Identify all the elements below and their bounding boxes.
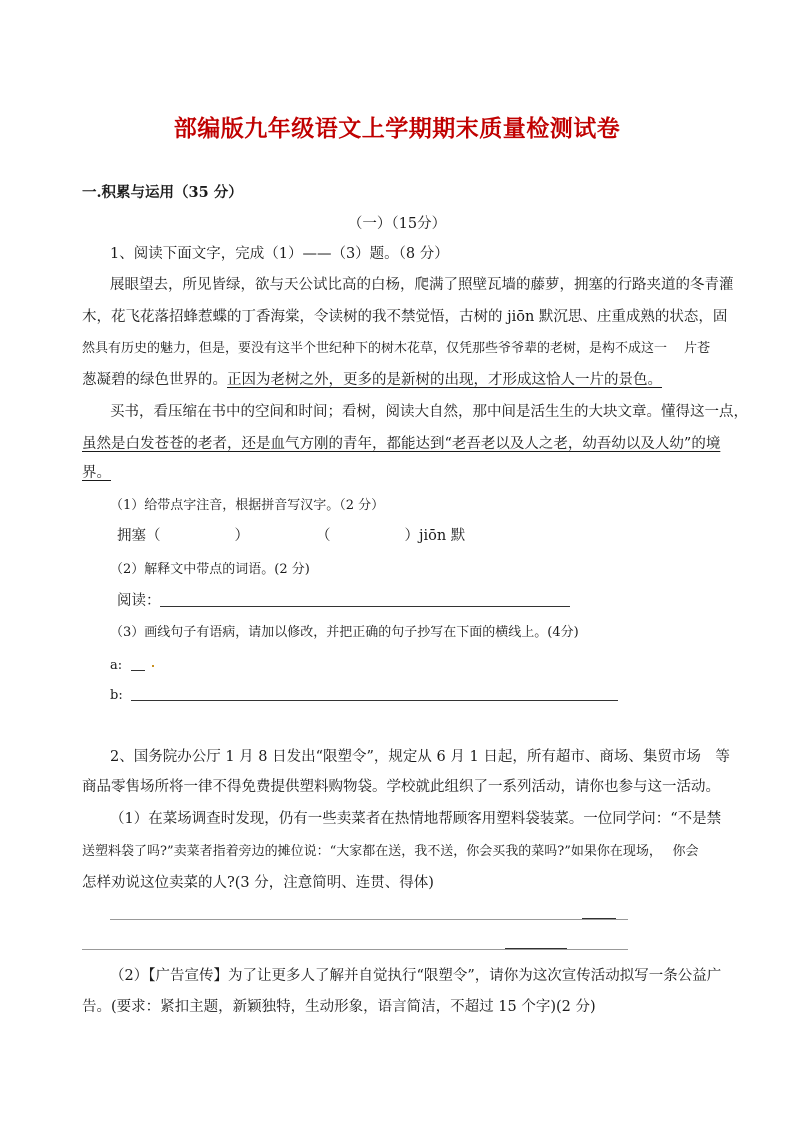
label-a: a: bbox=[110, 658, 123, 673]
answer-line-persuade-1-mark bbox=[582, 918, 616, 919]
sub-question-2: （2）解释文中带点的词语。(2 分) bbox=[110, 562, 310, 577]
passage-1-line-4 bbox=[82, 370, 712, 390]
question-2-sub-1-line-2: 送塑料袋了吗?”卖菜者指着旁边的摊位说：“大家都在送，我不送，你会买我的菜吗?”如果你在现场， 你会 bbox=[82, 844, 699, 859]
question-2-line-1: 2、国务院办公厅 1 月 8 日发出“限塑令”，规定从 6 月 1 日起，所有超市、商场、集贸市场 等 bbox=[110, 749, 730, 765]
mark-dot bbox=[152, 665, 154, 667]
paren-open-1: （ bbox=[146, 528, 161, 544]
question-2-sub-1-line-1: （1）在菜场调查时发现，仍有一些卖菜者在热情地帮顾客用塑料袋装菜。一位同学问：“不是禁 bbox=[110, 811, 722, 827]
section-one-heading: 一.积累与运用（35 分） bbox=[82, 184, 243, 201]
exam-title: 部编版九年级语文上学期期末质量检测试卷 bbox=[173, 115, 621, 142]
sub-question-1-answer-row-2 bbox=[316, 526, 794, 546]
question-2-sub-1-line-3: 怎样劝说这位卖菜的人?(3 分，注意简明、连贯、得体) bbox=[82, 875, 434, 891]
answer-line-persuade-1[interactable] bbox=[110, 919, 628, 920]
passage-1-line-4-start: 葱凝碧的绿色世界的。 bbox=[82, 372, 227, 388]
paren-open-2: （ bbox=[316, 528, 331, 544]
answer-line-persuade-2[interactable] bbox=[82, 949, 628, 950]
pinyin-jian-mo: jiōn 默 bbox=[419, 528, 466, 544]
passage-2-line-3: 界。 bbox=[82, 465, 111, 481]
sub-question-1: （1）给带点字注音，根据拼音写汉字。（2 分） bbox=[110, 498, 385, 513]
answer-line-reading[interactable] bbox=[160, 606, 570, 607]
answer-line-b[interactable] bbox=[131, 700, 618, 701]
passage-2-line-2: 虽然是白发苍苍的老者，还是血气方刚的青年，都能达到“老吾老以及人之老，幼吾幼以及人幼”的境 bbox=[82, 436, 721, 452]
paren-close-2: ） bbox=[404, 528, 419, 544]
sub-question-3: （3）画线句子有语病，请加以修改，并把正确的句子抄写在下面的横线上。(4分) bbox=[110, 625, 579, 640]
label-b: b: bbox=[110, 688, 123, 703]
question-2-line-2: 商品零售场所将一律不得免费提供塑料购物袋。学校就此组织了一系列活动，请你也参与这一活动。 bbox=[82, 779, 720, 795]
question-2-sub-2-line-1: （2）【广告宣传】为了让更多人了解并自觉执行“限塑令”，请你为这次宣传活动拟写一条公益广 bbox=[110, 968, 722, 984]
word-yongse: 拥塞 bbox=[117, 528, 146, 544]
part-one-heading: （一）（15分） bbox=[347, 216, 447, 232]
question-1-stem: 1、阅读下面文字，完成（1）——（3）题。（8 分） bbox=[110, 246, 449, 262]
paren-close-1: ） bbox=[234, 528, 249, 544]
answer-line-a[interactable] bbox=[131, 670, 145, 671]
question-2-sub-2-line-2: 告。(要求：紧扣主题，新颖独特，生动形象，语言简洁，不超过 15 个字)(2 分) bbox=[82, 999, 596, 1015]
passage-1-line-1: 展眼望去，所见皆绿，欲与天公试比高的白杨，爬满了照壁瓦墙的藤萝，拥塞的行路夹道的冬青灌 bbox=[110, 277, 734, 293]
sub-question-2-label: 阅读： bbox=[117, 593, 161, 609]
passage-1-line-3: 然具有历史的魅力，但是，要没有这半个世纪种下的树木花草，仅凭那些爷爷辈的老树，是构不成这一 片苍 bbox=[82, 341, 711, 356]
flawed-sentence-1: 正因为老树之外，更多的是新树的出现，才形成这恰人一片的景色。 bbox=[227, 372, 662, 388]
passage-1-line-2: 木，花飞花落招蜂惹蝶的丁香海棠，令读树的我不禁觉悟，古树的 jiōn 默沉思、庄重成熟的状态，固 bbox=[82, 309, 728, 325]
answer-line-persuade-2-mark bbox=[505, 948, 567, 949]
passage-2-line-1: 买书，看压缩在书中的空间和时间；看树，阅读大自然，那中间是活生生的大块文章。懂得这一点， bbox=[110, 404, 748, 420]
